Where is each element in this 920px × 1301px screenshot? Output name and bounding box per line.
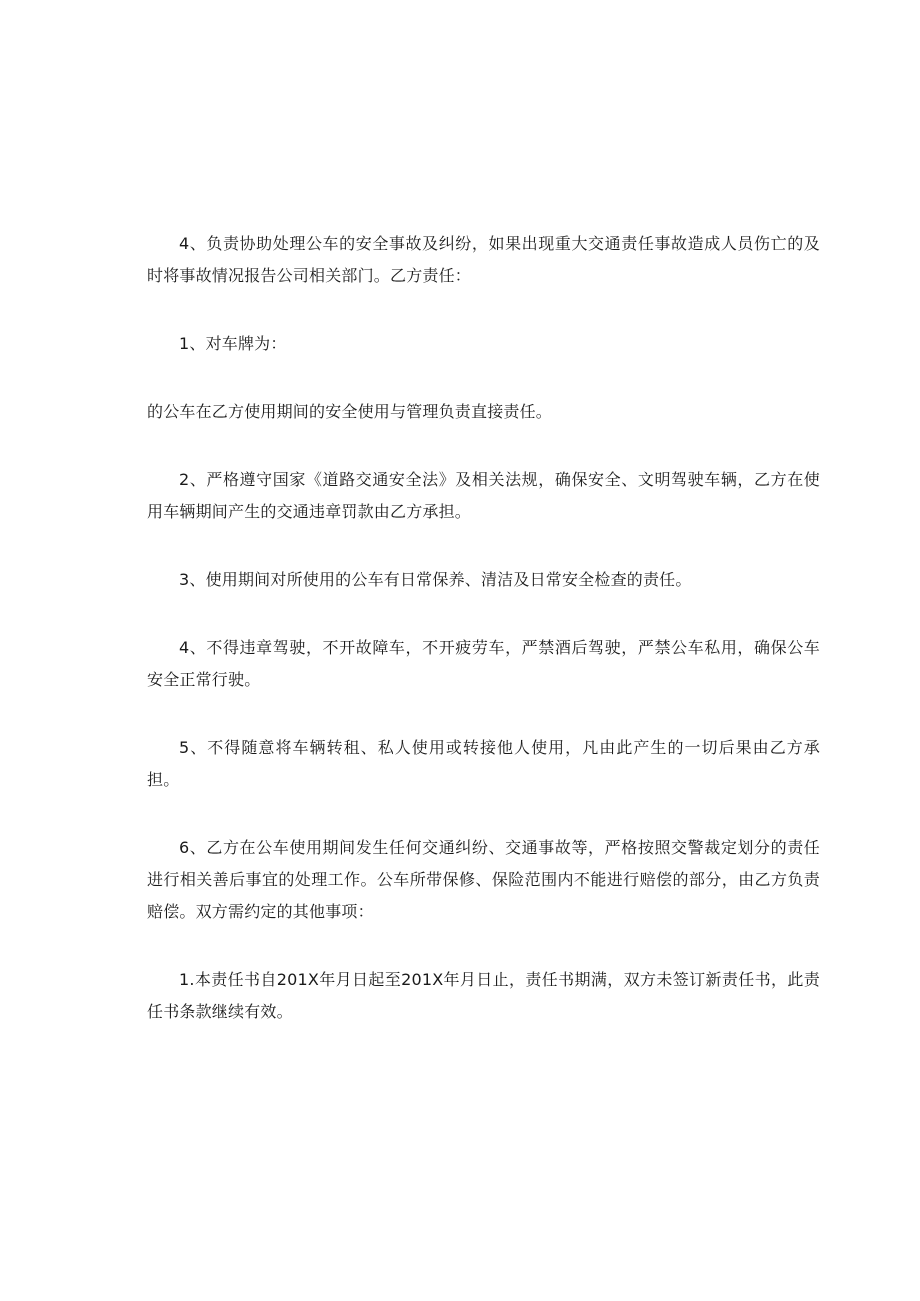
paragraph-party-b-duty-6: 6、乙方在公车使用期间发生任何交通纠纷、交通事故等，严格按照交警裁定划分的责任进行相关善后事宜的处理工作。公车所带保修、保险范围内不能进行赔偿的部分，由乙方负责赔偿。双方需约定的其他事项： [147,838,820,921]
document-body [147,228,820,1064]
paragraph-other-terms-1: 1.本责任书自201X年月日起至201X年月日止，责任书期满，双方未签订新责任书，此责任书条款继续有效。 [147,970,820,1021]
paragraph-party-b-duty-2: 2、严格遵守国家《道路交通安全法》及相关法规，确保安全、文明驾驶车辆，乙方在使用车辆期间产生的交通违章罚款由乙方承担。 [147,470,820,521]
paragraph-party-b-duty-4: 4、不得违章驾驶，不开故障车，不开疲劳车，严禁酒后驾驶，严禁公车私用，确保公车安全正常行驶。 [147,638,820,689]
paragraph-party-b-duty-1: 1、对车牌为： [179,334,287,353]
paragraph-party-b-duty-1-cont: 的公车在乙方使用期间的安全使用与管理负责直接责任。 [147,402,553,421]
paragraph-party-b-duty-5: 5、不得随意将车辆转租、私人使用或转接他人使用，凡由此产生的一切后果由乙方承担。 [147,738,820,789]
paragraph-party-b-duty-3: 3、使用期间对所使用的公车有日常保养、清洁及日常安全检查的责任。 [179,570,692,589]
paragraph-party-a-duty-4: 4、负责协助处理公车的安全事故及纠纷，如果出现重大交通责任事故造成人员伤亡的及时将事故情况报告公司相关部门。乙方责任： [147,234,820,285]
